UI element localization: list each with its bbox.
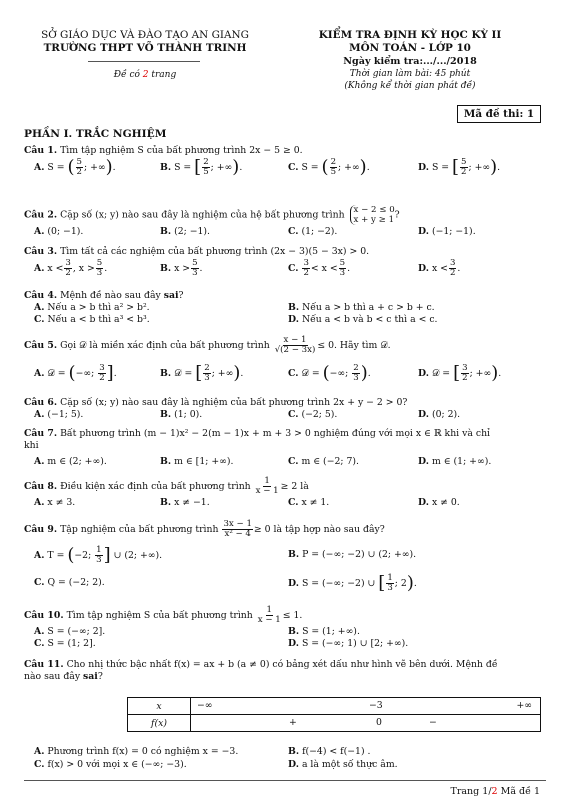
sign-table-zero: 0 — [376, 717, 382, 728]
q5-option-a[interactable]: A. 𝒟 = (−∞; $\frac{3}{2}$ ]. — [34, 362, 117, 384]
exam-title: KIỂM TRA ĐỊNH KỲ HỌC KỲ II — [318, 29, 502, 41]
q5-option-b[interactable]: B. 𝒟 = [ $\frac{2}{3}$ ; +∞). — [160, 362, 244, 384]
q11-option-c[interactable]: C. f(x) > 0 với mọi x ∈ (−∞; −3). — [34, 759, 187, 770]
question-5: Câu 5. Gọi 𝒟 là miền xác định của bất phương trình $\frac{x - 1}{√(2 - 3x)}$ ≤ 0. Hãy tìm 𝒟. — [24, 335, 391, 355]
sign-table-x-header: x — [128, 698, 191, 715]
q11-option-d[interactable]: D. a là một số thực âm. — [288, 759, 398, 770]
q3-option-c[interactable]: C. $\frac{3}{2}$ < x < $\frac{5}{3}$ . — [288, 258, 351, 278]
question-9: Câu 9. Tập nghiệm của bất phương trình $\frac{3x - 1}{\text{x² − 4}}$ ≥ 0 là tập hợp nào sau đây? — [24, 519, 385, 539]
header-divider-left — [88, 61, 200, 62]
exam-code-box: Mã đề thi: 1 — [457, 105, 541, 123]
question-11-continued: nào sau đây sai? — [24, 671, 103, 682]
q2-option-a[interactable]: A. (0; −1). — [34, 226, 84, 237]
q11-option-b[interactable]: B. f(−4) < f(−1) . — [288, 746, 371, 757]
q7-option-d[interactable]: D. m ∈ (1; +∞). — [418, 456, 492, 467]
exam-date: Ngày kiểm tra:.../.../2018 — [343, 56, 477, 67]
q7-option-c[interactable]: C. m ∈ (−2; 7). — [288, 456, 359, 467]
time-limit: Thời gian làm bài: 45 phút — [349, 69, 471, 79]
q8-option-b[interactable]: B. x ≠ −1. — [160, 497, 210, 508]
sign-table-x3: +∞ — [516, 700, 532, 711]
question-6: Câu 6. Cặp số (x; y) nào sau đây là nghiệm của bất phương trình 2x + y − 2 > 0? — [24, 397, 408, 408]
question-2: Câu 2. Cặp số (x; y) nào sau đây là nghiệm của hệ bất phương trình x − 2 ≤ 0 x + y ≥ 1 ? — [24, 205, 400, 225]
q9-option-c[interactable]: C. Q = (−2; 2). — [34, 577, 105, 588]
question-4: Câu 4. Mệnh đề nào sau đây sai? — [24, 290, 184, 301]
q7-option-b[interactable]: B. m ∈ [1; +∞). — [160, 456, 234, 467]
q1-option-d[interactable]: D. S = [ $\frac{5}{2}$ ; +∞). — [418, 156, 501, 178]
q1-option-b[interactable]: B. S = [ $\frac{2}{5}$ ; +∞). — [160, 156, 243, 178]
q1-option-a[interactable]: A. S = ( $\frac{5}{2}$ ; +∞). — [34, 156, 116, 178]
q5-option-c[interactable]: C. 𝒟 = (−∞; $\frac{2}{3}$ ). — [288, 362, 371, 384]
q9-option-d[interactable]: D. S = (−∞; −2) ∪ [ $\frac{1}{3}$ ; 2). — [288, 572, 417, 594]
time-note: (Không kể thời gian phát đề) — [344, 81, 476, 91]
q4-option-b[interactable]: B. Nếu a > b thì a + c > b + c. — [288, 302, 435, 313]
q4-option-a[interactable]: A. Nếu a > b thì a² > b². — [34, 302, 150, 313]
q10-option-d[interactable]: D. S = (−∞; 1) ∪ [2; +∞). — [288, 638, 409, 649]
subject-title: MÔN TOÁN - LỚP 10 — [349, 42, 471, 54]
page-count: Đề có 2 trang — [113, 70, 177, 80]
q6-option-b[interactable]: B. (1; 0). — [160, 409, 203, 420]
q2-option-d[interactable]: D. (−1; −1). — [418, 226, 476, 237]
q3-option-a[interactable]: A. x < $\frac{3}{2}$ , x > $\frac{5}{3}$ . — [34, 258, 108, 278]
page-footer: Trang 1/2 Mã đề 1 — [450, 786, 540, 797]
question-8: Câu 8. Điều kiện xác định của bất phương trình $\frac{1}{x - 1}$ ≥ 2 là — [24, 476, 309, 496]
q10-option-b[interactable]: B. S = (1; +∞). — [288, 626, 360, 637]
section-title: PHẦN I. TRẮC NGHIỆM — [24, 128, 167, 140]
question-7: Câu 7. Bất phương trình (m − 1)x² − 2(m − 1)x + m + 3 > 0 nghiệm đúng với mọi x ∈ ℝ khi và chỉ — [24, 428, 491, 439]
q6-option-a[interactable]: A. (−1; 5). — [34, 409, 84, 420]
question-11: Câu 11. Cho nhị thức bậc nhất f(x) = ax + b (a ≠ 0) có bảng xét dấu như hình vẽ bên dưới. Mệnh đề — [24, 659, 498, 670]
q6-option-c[interactable]: C. (−2; 5). — [288, 409, 338, 420]
q2-option-c[interactable]: C. (1; −2). — [288, 226, 338, 237]
sign-table — [127, 697, 541, 732]
q8-option-d[interactable]: D. x ≠ 0. — [418, 497, 460, 508]
sign-table-f-header: f(x) — [128, 715, 191, 732]
school-name: TRƯỜNG THPT VÕ THÀNH TRINH — [43, 42, 247, 54]
question-1: Câu 1. Tìm tập nghiệm S của bất phương trình 2x − 5 ≥ 0. — [24, 145, 303, 156]
sign-table-sign-1: + — [289, 717, 297, 728]
q9-option-a[interactable]: A. T = (−2; $\frac{1}{3}$ ] ∪ (2; +∞). — [34, 544, 163, 566]
q3-option-b[interactable]: B. x > $\frac{5}{3}$ . — [160, 258, 203, 278]
q10-option-a[interactable]: A. S = (−∞; 2]. — [34, 626, 106, 637]
sign-table-row-f — [128, 715, 541, 732]
q9-option-b[interactable]: B. P = (−∞; −2) ∪ (2; +∞). — [288, 549, 417, 560]
question-3: Câu 3. Tìm tất cả các nghiệm của bất phương trình (2x − 3)(5 − 3x) > 0. — [24, 246, 370, 257]
q6-option-d[interactable]: D. (0; 2). — [418, 409, 461, 420]
q8-option-a[interactable]: A. x ≠ 3. — [34, 497, 76, 508]
footer-divider — [24, 780, 546, 781]
department-name: SỞ GIÁO DỤC VÀ ĐÀO TẠO AN GIANG — [41, 29, 249, 41]
q11-option-a[interactable]: A. Phương trình f(x) = 0 có nghiệm x = −3. — [34, 746, 239, 757]
sign-table-f-values — [191, 715, 541, 732]
sign-table-x2: −3 — [369, 700, 383, 711]
inequality-system: x − 2 ≤ 0 x + y ≥ 1 — [350, 205, 395, 225]
question-10: Câu 10. Tìm tập nghiệm S của bất phương trình $\frac{1}{x - 1}$ ≤ 1. — [24, 605, 303, 625]
q8-option-c[interactable]: C. x ≠ 1. — [288, 497, 330, 508]
sign-table-x-values — [191, 698, 541, 715]
q2-option-b[interactable]: B. (2; −1). — [160, 226, 210, 237]
question-7-continued: khi — [24, 440, 39, 451]
q1-option-c[interactable]: C. S = ( $\frac{2}{5}$ ; +∞). — [288, 156, 370, 178]
q3-option-d[interactable]: D. x < $\frac{3}{2}$ . — [418, 258, 461, 278]
q7-option-a[interactable]: A. m ∈ (2; +∞). — [34, 456, 107, 467]
q4-option-c[interactable]: C. Nếu a < b thì a³ < b³. — [34, 314, 150, 325]
q5-option-d[interactable]: D. 𝒟 = [ $\frac{3}{2}$ ; +∞). — [418, 362, 502, 384]
sign-table-sign-2: − — [429, 717, 437, 728]
sign-table-row-x — [128, 698, 541, 715]
sign-table-x1: −∞ — [197, 700, 213, 711]
q10-option-c[interactable]: C. S = (1; 2]. — [34, 638, 96, 649]
q4-option-d[interactable]: D. Nếu a < b và b < c thì a < c. — [288, 314, 438, 325]
